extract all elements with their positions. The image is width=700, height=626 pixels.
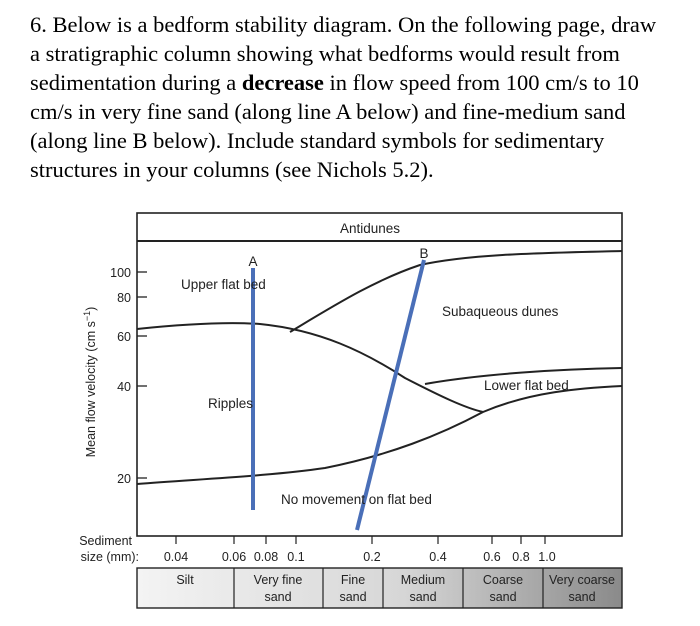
region-lower-flat-bed-label: Lower flat bed <box>484 378 569 393</box>
x-tick-0.04: 0.04 <box>163 550 189 564</box>
line-b <box>357 260 424 530</box>
x-axis-label-line2: size (mm): <box>80 550 139 564</box>
region-subaqueous-dunes-label: Subaqueous dunes <box>442 304 559 319</box>
x-tick-0.8: 0.8 <box>512 550 530 564</box>
size-class-very-coarse-line1: Very coarse <box>548 573 616 587</box>
plot-frame <box>137 213 622 536</box>
dunes-upper-boundary <box>290 251 622 332</box>
y-tick-60: 60 <box>117 330 131 344</box>
region-antidunes-label: Antidunes <box>339 221 401 236</box>
region-ripples-label: Ripples <box>208 396 254 411</box>
line-a-label: A <box>248 254 258 269</box>
y-tick-40: 40 <box>117 380 131 394</box>
y-axis-label: Mean flow velocity (cm $s^{-1}$) <box>82 306 98 458</box>
x-tick-0.06: 0.06 <box>221 550 247 564</box>
size-class-medium-line2: sand <box>409 590 437 604</box>
size-class-silt: Silt <box>176 573 194 587</box>
size-class-coarse-line1: Coarse <box>482 573 524 587</box>
size-class-bar <box>137 568 622 608</box>
size-class-very-fine-line1: Very fine <box>253 573 303 587</box>
question-emphasis: decrease <box>241 70 324 95</box>
x-tick-0.1: 0.1 <box>287 550 305 564</box>
x-axis-label-line1: Sediment <box>79 534 132 548</box>
x-tick-0.4: 0.4 <box>429 550 447 564</box>
size-class-coarse-line2: sand <box>489 590 517 604</box>
size-class-fine-line2: sand <box>339 590 367 604</box>
size-class-very-coarse-line2: sand <box>568 590 596 604</box>
x-tick-1.0: 1.0 <box>538 550 556 564</box>
y-tick-20: 20 <box>117 472 131 486</box>
line-b-label: B <box>419 246 429 261</box>
question-part1: 6. Below is a bedform stability diagram. On the following page, draw a stratigraphic column showing what bedforms would result from sedimentation during a <box>30 12 657 95</box>
y-tick-80: 80 <box>117 291 131 305</box>
x-axis <box>79 534 556 564</box>
x-tick-0.08: 0.08 <box>253 550 279 564</box>
question-part2: in flow speed from 100 cm/s to 10 cm/s in very fine sand (along line A below) and fine-medium sand (along line B below). Include standard symbols for sedimentary structures in your columns (see Nichols 5.2). <box>30 70 639 182</box>
x-tick-0.6: 0.6 <box>483 550 501 564</box>
region-upper-flat-bed-label: Upper flat bed <box>181 277 266 292</box>
x-tick-0.2: 0.2 <box>363 550 381 564</box>
upper-flat-bed-boundary <box>137 323 483 412</box>
size-class-very-fine-line2: sand <box>264 590 292 604</box>
size-class-fine-line1: Fine <box>340 573 366 587</box>
size-class-medium-line1: Medium <box>400 573 446 587</box>
region-no-movement-label: No movement on flat bed <box>281 492 432 507</box>
y-tick-100: 100 <box>110 266 131 280</box>
